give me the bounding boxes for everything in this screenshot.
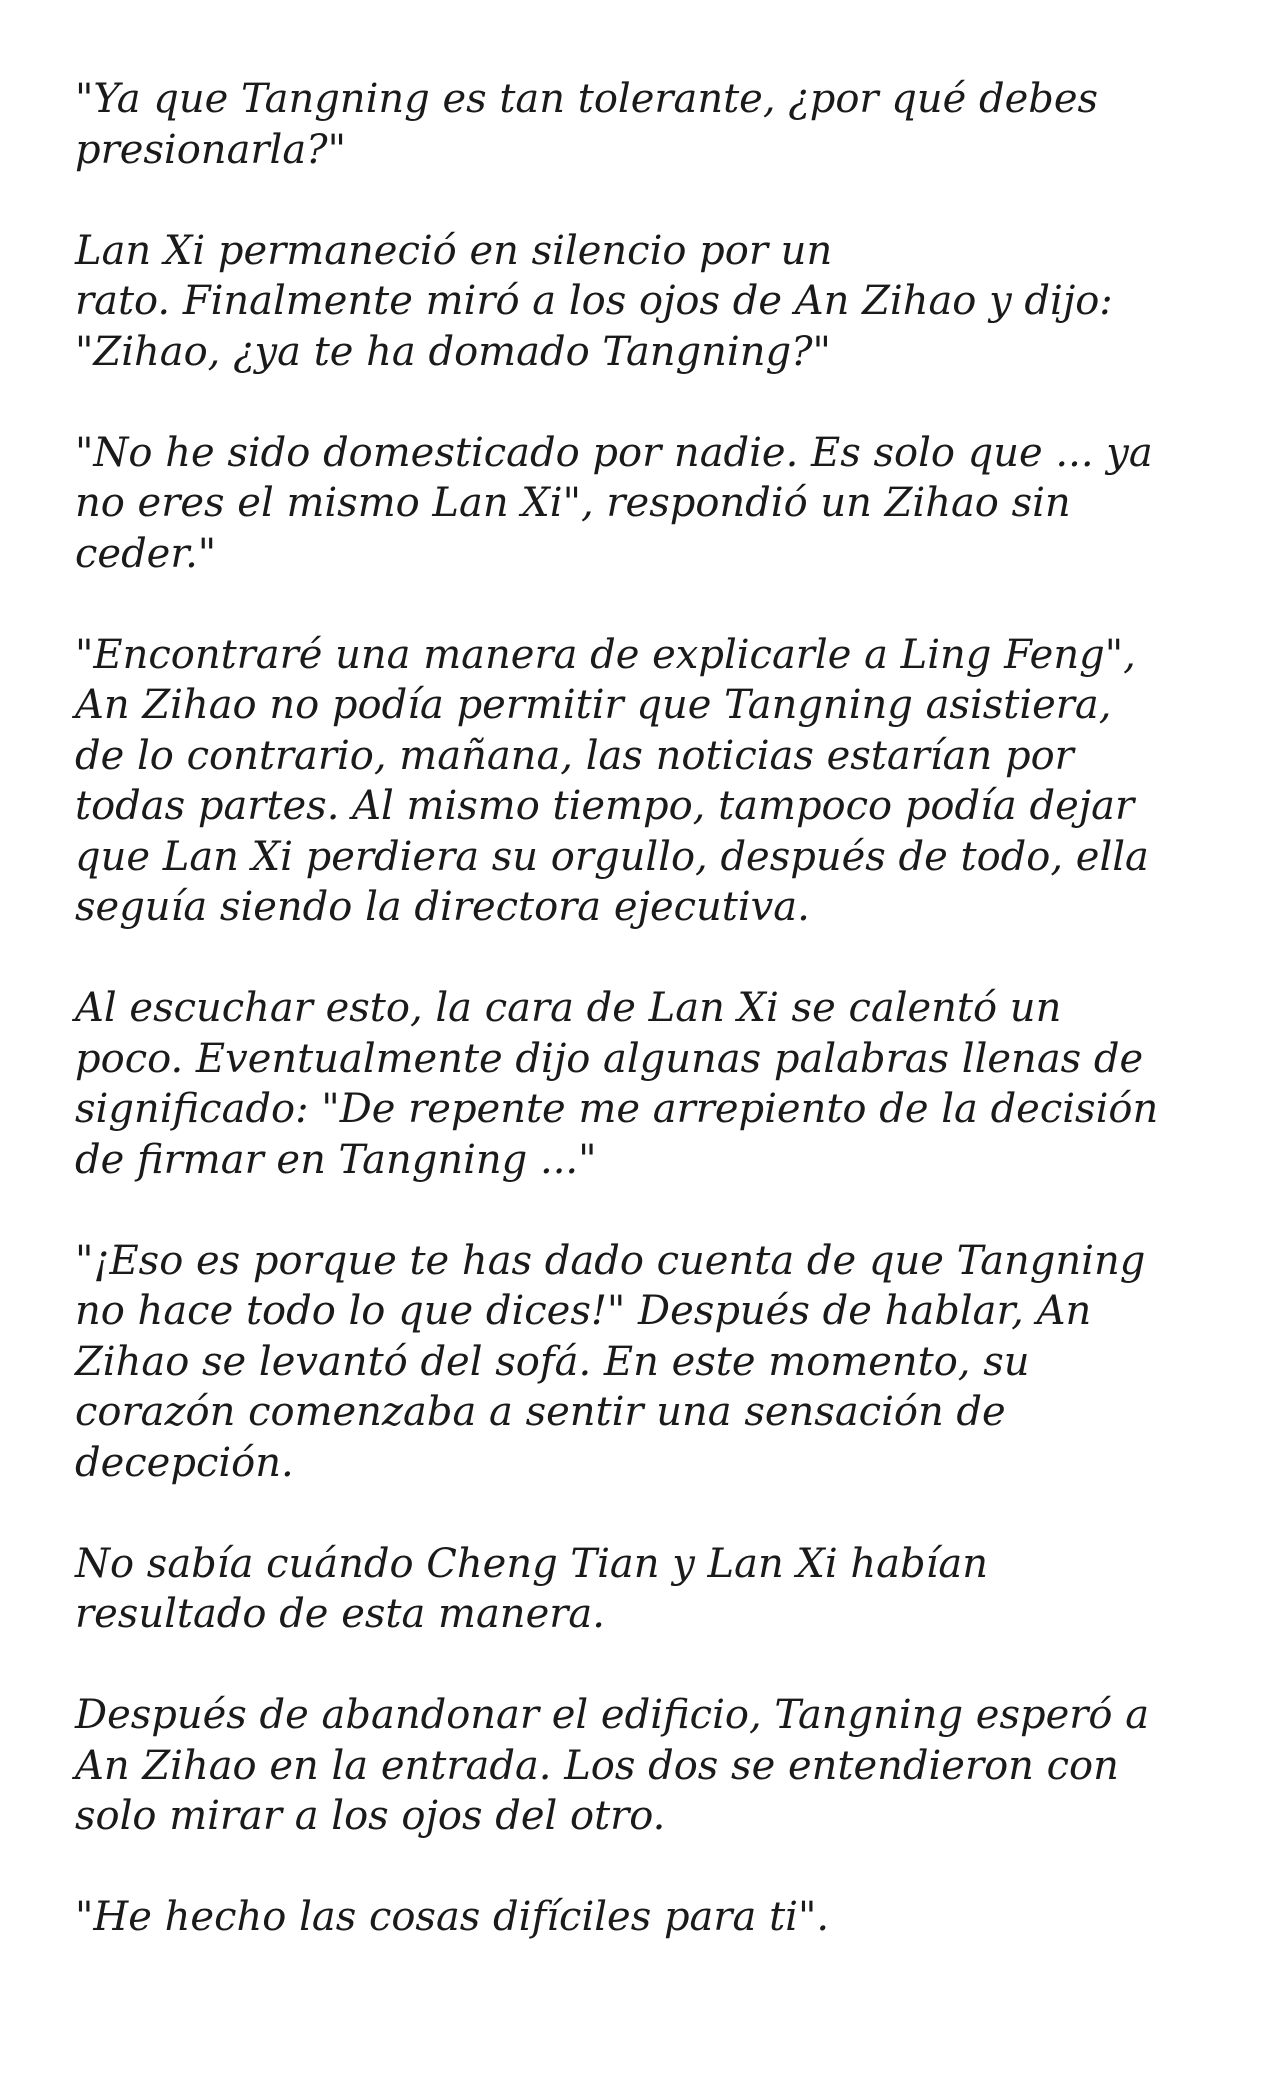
text-line: "¡Eso es porque te has dado cuenta de que Tangning: [75, 1237, 1146, 1284]
text-line: seguía siendo la directora ejecutiva.: [75, 884, 810, 930]
paragraph-7: [75, 1539, 1225, 1640]
text-line: No sabía cuándo Cheng Tian y Lan Xi habían: [75, 1540, 989, 1587]
text-line: Al escuchar esto, la cara de Lan Xi se calentó un: [75, 985, 1062, 1031]
text-line: "Ya que Tangning es tan tolerante, ¿por qué debes: [75, 76, 1099, 122]
paragraph-8: [75, 1690, 1225, 1842]
text-line: decepción.: [75, 1439, 294, 1486]
text-line: "Zihao, ¿ya te ha domado Tangning?": [75, 328, 831, 375]
text-line: "Encontraré una manera de explicarle a Ling Feng",: [75, 631, 1136, 678]
text-line: Zihao se levantó del sofá. En este momento, su: [75, 1338, 1030, 1385]
paragraph-4: [75, 630, 1225, 933]
text-line: Lan Xi permaneció en silencio por un: [75, 227, 833, 274]
text-line: ceder.": [75, 530, 217, 577]
text-line: Después de abandonar el edificio, Tangning esperó a: [75, 1692, 1150, 1738]
paragraph-6: [75, 1236, 1225, 1489]
text-line: presionarla?": [75, 126, 347, 173]
paragraph-5: [75, 983, 1225, 1185]
text-line: solo mirar a los ojos del otro.: [75, 1793, 666, 1839]
text-line: que Lan Xi perdiera su orgullo, después de todo, ella: [75, 833, 1149, 880]
text-line: corazón comenzaba a sentir una sensación de: [75, 1389, 1006, 1435]
text-line: no hace todo lo que dices!" Después de hablar, An: [75, 1288, 1092, 1334]
text-line: An Zihao en la entrada. Los dos se entendieron con: [75, 1742, 1119, 1789]
text-line: todas partes. Al mismo tiempo, tampoco podía dejar: [75, 783, 1135, 829]
paragraph-1: [75, 74, 1225, 175]
text-line: resultado de esta manera.: [75, 1591, 605, 1637]
text-line: significado: "De repente me arrepiento de la decisión: [75, 1086, 1159, 1132]
text-line: "No he sido domesticado por nadie. Es solo que ... ya: [75, 429, 1153, 476]
text-line: An Zihao no podía permitir que Tangning asistiera,: [75, 682, 1112, 728]
text-line: rato. Finalmente miró a los ojos de An Zihao y dijo:: [75, 278, 1113, 324]
text-line: no eres el mismo Lan Xi", respondió un Zihao sin: [75, 480, 1071, 526]
paragraph-9: [75, 1892, 1225, 1943]
paragraph-2: [75, 226, 1225, 378]
text-line: de lo contrario, mañana, las noticias estarían por: [75, 732, 1074, 779]
paragraph-3: [75, 428, 1225, 580]
text-line: de firmar en Tangning ...": [75, 1136, 597, 1183]
text-line: "He hecho las cosas difíciles para ti".: [75, 1894, 830, 1940]
text-line: poco. Eventualmente dijo algunas palabras llenas de: [75, 1035, 1144, 1082]
document-body: [75, 74, 1225, 1993]
